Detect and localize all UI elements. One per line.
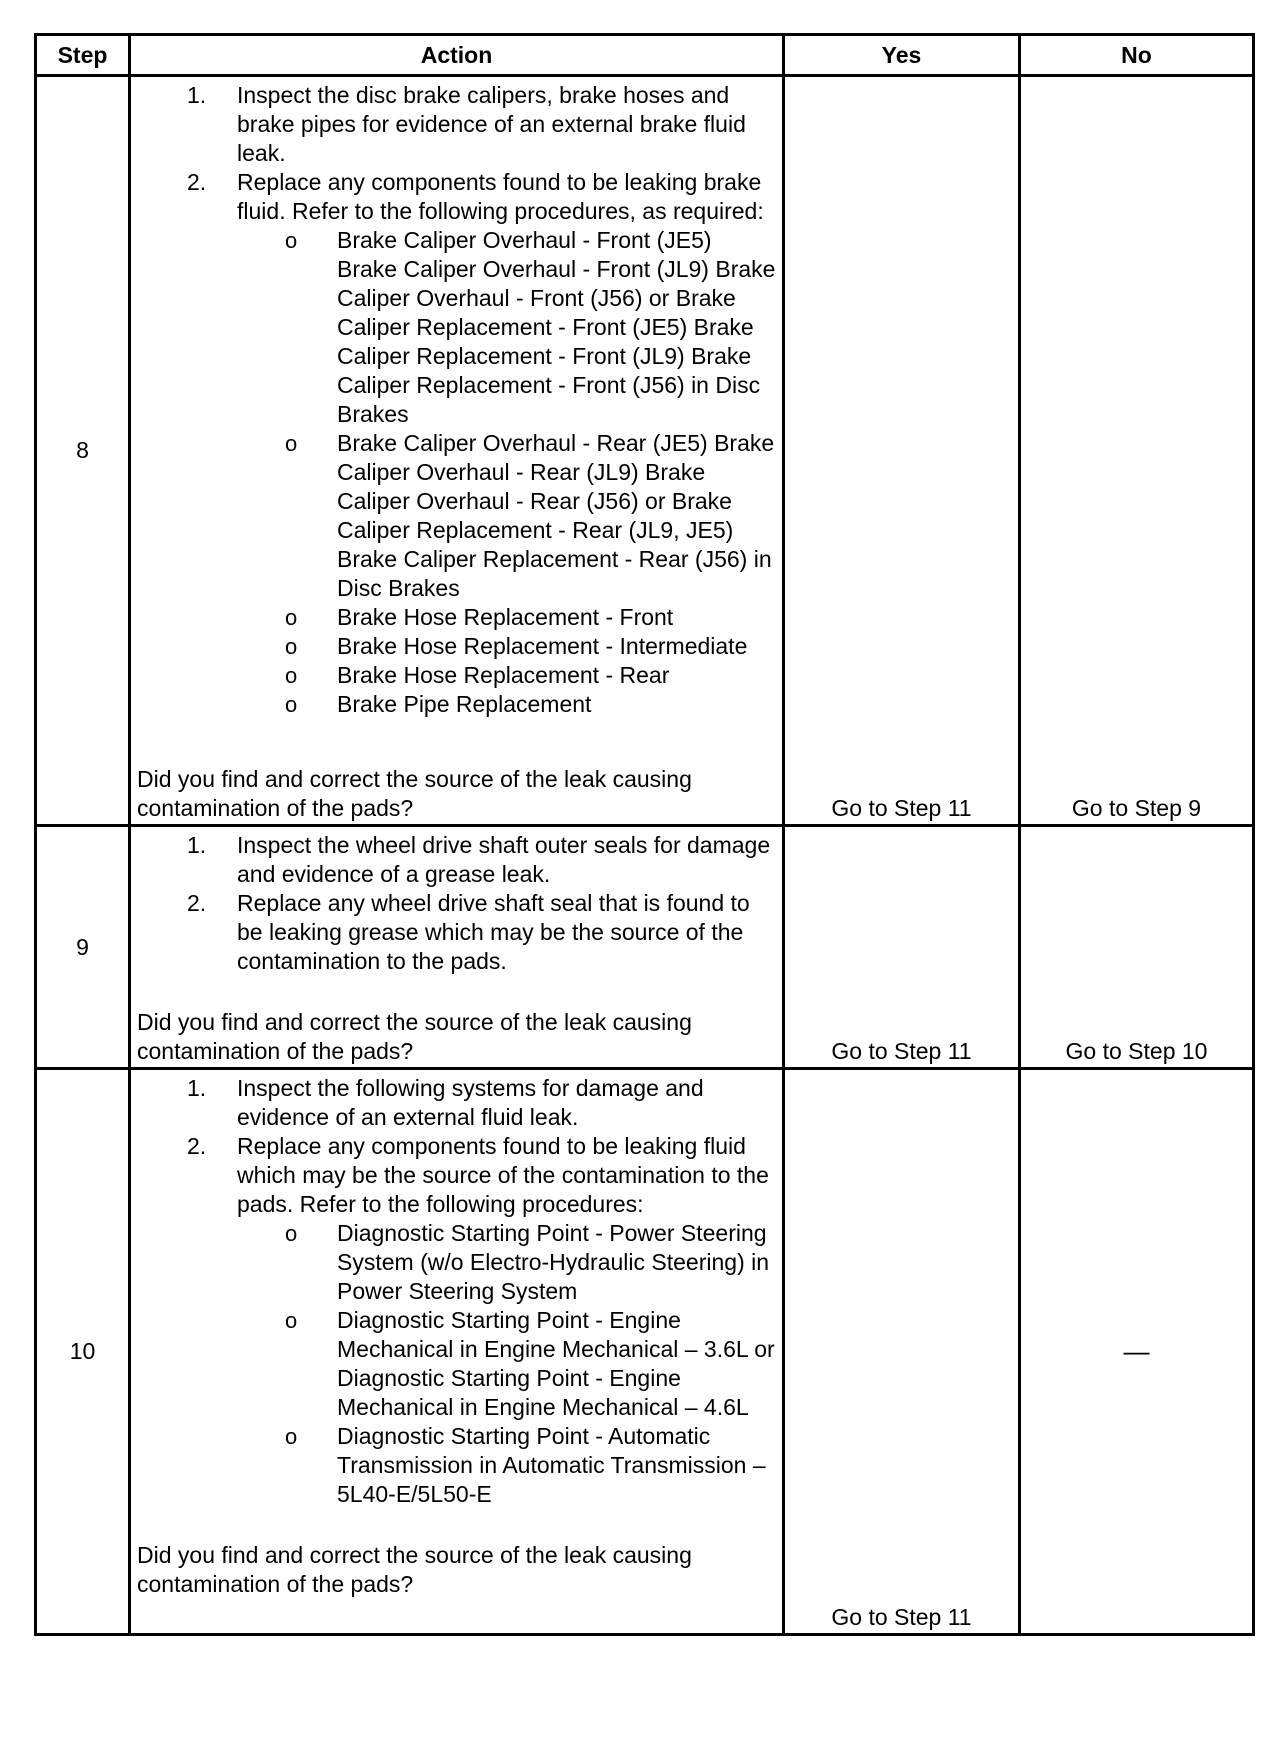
procedure-sublist bbox=[137, 1219, 776, 1509]
step-number: 9 bbox=[36, 826, 130, 1069]
header-row bbox=[36, 35, 1254, 76]
procedure-item bbox=[137, 1132, 776, 1509]
header-step: Step bbox=[36, 35, 130, 76]
procedure-item bbox=[137, 168, 776, 719]
item-number: 1. bbox=[187, 1075, 207, 1101]
no-action[interactable]: Go to Step 9 bbox=[1071, 795, 1202, 821]
procedure-item bbox=[137, 889, 776, 976]
header-yes: Yes bbox=[784, 35, 1020, 76]
procedure-link[interactable] bbox=[137, 1306, 776, 1422]
sub-text: Brake Pipe Replacement bbox=[337, 691, 592, 717]
bullet-icon: o bbox=[285, 431, 298, 456]
action-cell bbox=[130, 76, 784, 826]
step-row-8 bbox=[36, 76, 1254, 826]
yes-action[interactable]: Go to Step 11 bbox=[831, 1038, 972, 1064]
procedure-list bbox=[137, 81, 776, 719]
yes-cell[interactable] bbox=[784, 826, 1020, 1069]
procedure-link[interactable] bbox=[137, 1422, 776, 1509]
item-number: 1. bbox=[187, 832, 207, 858]
no-action: — bbox=[1123, 1335, 1150, 1366]
step-row-10 bbox=[36, 1069, 1254, 1635]
sub-text: Diagnostic Starting Point - Automatic Transmission in Automatic Transmission – 5L40-E/5L50-E bbox=[337, 1423, 766, 1507]
yes-action[interactable]: Go to Step 11 bbox=[831, 795, 972, 821]
bullet-icon: o bbox=[285, 634, 298, 659]
procedure-item bbox=[137, 1074, 776, 1132]
procedure-link[interactable] bbox=[137, 632, 776, 661]
sub-text: Diagnostic Starting Point - Power Steering System (w/o Electro-Hydraulic Steering) in Power Steering System bbox=[337, 1220, 770, 1304]
yes-cell[interactable] bbox=[784, 76, 1020, 826]
header-action: Action bbox=[130, 35, 784, 76]
procedure-list bbox=[137, 831, 776, 976]
sub-text: Brake Hose Replacement - Front bbox=[337, 604, 674, 630]
step-number: 8 bbox=[36, 76, 130, 826]
header-no: No bbox=[1020, 35, 1254, 76]
procedure-link[interactable] bbox=[137, 429, 776, 603]
bullet-icon: o bbox=[285, 663, 298, 688]
procedure-item bbox=[137, 831, 776, 889]
bullet-icon: o bbox=[285, 692, 298, 717]
item-number: 2. bbox=[187, 169, 207, 195]
bullet-icon: o bbox=[285, 1308, 298, 1333]
procedure-link[interactable] bbox=[137, 603, 776, 632]
item-number: 2. bbox=[187, 890, 207, 916]
item-text: Replace any components found to be leaking brake fluid. Refer to the following procedures, as required: bbox=[237, 169, 764, 224]
no-cell[interactable] bbox=[1020, 826, 1254, 1069]
yes-cell[interactable] bbox=[784, 1069, 1020, 1635]
sub-text: Brake Caliper Overhaul - Rear (JE5) Brake Caliper Overhaul - Rear (JL9) Brake Caliper Overhaul - Rear (J56) or Brake Caliper Replacement - Rear (JL9, JE5) Brake Caliper Replacement - Rear (J56) in Disc Brakes bbox=[337, 430, 775, 601]
diagnostic-table bbox=[34, 33, 1255, 1636]
procedure-link[interactable] bbox=[137, 1219, 776, 1306]
item-text: Replace any wheel drive shaft seal that is found to be leaking grease which may be the source of the contamination to the pads. bbox=[237, 890, 750, 974]
sub-text: Brake Hose Replacement - Rear bbox=[337, 662, 670, 688]
question-text: Did you find and correct the source of the leak causing contamination of the pads? bbox=[137, 766, 692, 821]
procedure-link[interactable] bbox=[137, 690, 776, 719]
bullet-icon: o bbox=[285, 228, 298, 253]
bullet-icon: o bbox=[285, 1424, 298, 1449]
procedure-link[interactable] bbox=[137, 226, 776, 429]
procedure-sublist bbox=[137, 226, 776, 719]
procedure-item bbox=[137, 81, 776, 168]
question-text: Did you find and correct the source of the leak causing contamination of the pads? bbox=[137, 1542, 692, 1597]
item-text: Replace any components found to be leaking fluid which may be the source of the contamination to the pads. Refer to the following procedures: bbox=[237, 1133, 769, 1217]
item-number: 1. bbox=[187, 82, 207, 108]
yes-action[interactable]: Go to Step 11 bbox=[831, 1604, 972, 1630]
item-text: Inspect the following systems for damage and evidence of an external fluid leak. bbox=[237, 1075, 704, 1130]
no-cell bbox=[1020, 1069, 1254, 1635]
bullet-icon: o bbox=[285, 1221, 298, 1246]
step-number: 10 bbox=[36, 1069, 130, 1635]
item-number: 2. bbox=[187, 1133, 207, 1159]
bullet-icon: o bbox=[285, 605, 298, 630]
step-row-9 bbox=[36, 826, 1254, 1069]
sub-text: Brake Caliper Overhaul - Front (JE5) Brake Caliper Overhaul - Front (JL9) Brake Caliper Overhaul - Front (J56) or Brake Caliper Replacement - Front (JE5) Brake Caliper Replacement - Front (JL9) Brake Caliper Replacement - Front (J56) in Disc Brakes bbox=[337, 227, 776, 427]
no-cell[interactable] bbox=[1020, 76, 1254, 826]
no-action[interactable]: Go to Step 10 bbox=[1065, 1038, 1208, 1064]
item-text: Inspect the disc brake calipers, brake hoses and brake pipes for evidence of an external brake fluid leak. bbox=[237, 82, 746, 166]
procedure-link[interactable] bbox=[137, 661, 776, 690]
sub-text: Diagnostic Starting Point - Engine Mechanical in Engine Mechanical – 3.6L or Diagnostic Starting Point - Engine Mechanical in Engine Mechanical – 4.6L bbox=[337, 1307, 775, 1420]
item-text: Inspect the wheel drive shaft outer seals for damage and evidence of a grease leak. bbox=[237, 832, 771, 887]
question-text: Did you find and correct the source of the leak causing contamination of the pads? bbox=[137, 1009, 692, 1064]
action-cell bbox=[130, 826, 784, 1069]
action-cell bbox=[130, 1069, 784, 1635]
procedure-list bbox=[137, 1074, 776, 1509]
sub-text: Brake Hose Replacement - Intermediate bbox=[337, 633, 748, 659]
